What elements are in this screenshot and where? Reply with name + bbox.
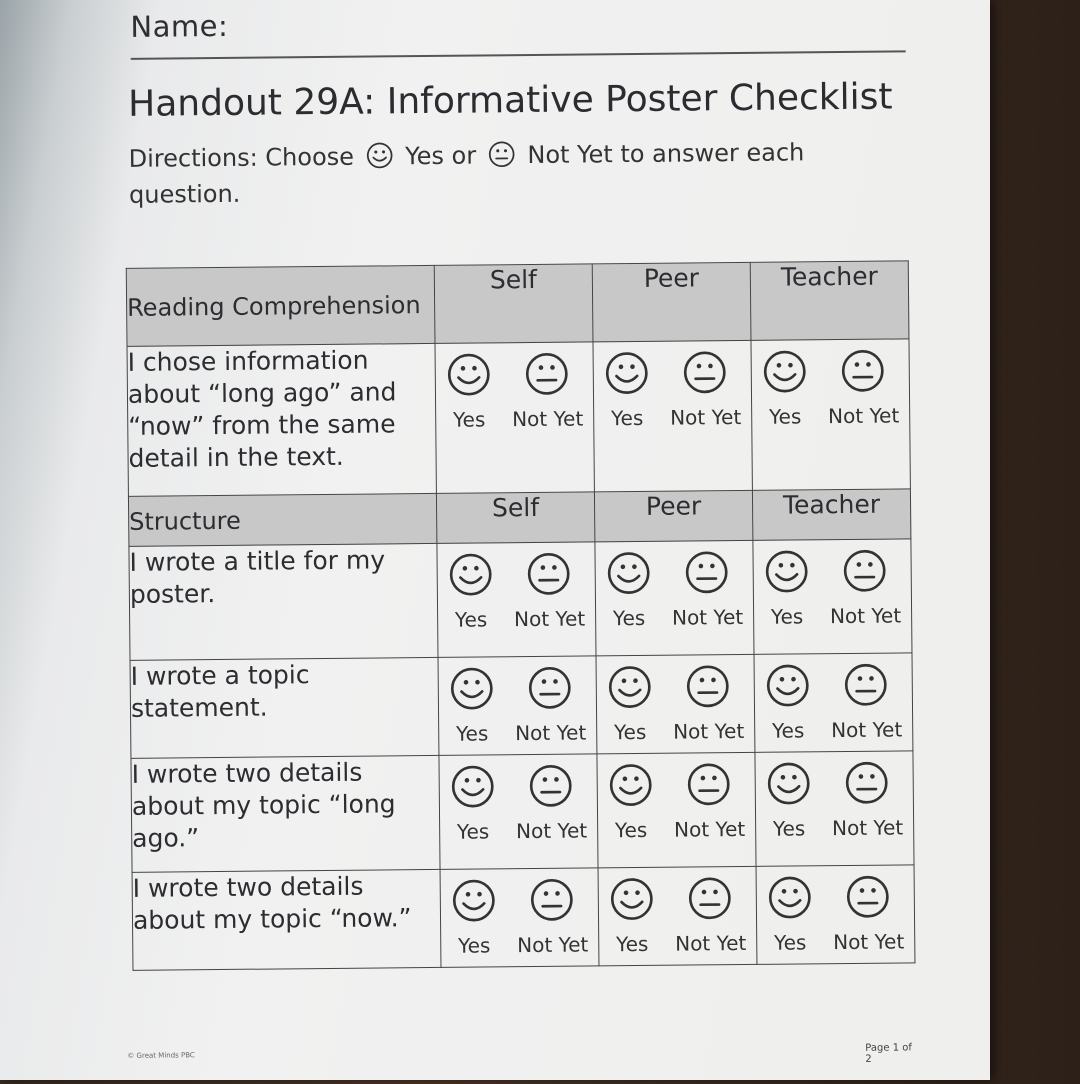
yes-label: Yes: [458, 933, 491, 957]
directions-text-3: Not Yet to answer each question.: [129, 138, 805, 208]
neutral-face-icon: [684, 549, 730, 601]
smiley-face-icon: [762, 348, 808, 400]
not-yet-label: Not Yet: [675, 931, 746, 956]
yes-label: Yes: [774, 930, 807, 954]
yes-option-self[interactable]: [449, 763, 496, 843]
yes-option-teacher[interactable]: [765, 760, 812, 840]
directions-text-2: Yes or: [405, 142, 476, 171]
yes-label: Yes: [771, 604, 804, 628]
checklist-row: [129, 539, 912, 661]
not-yet-option-peer[interactable]: [673, 761, 745, 842]
yes-label: Yes: [455, 607, 488, 631]
yes-label: Yes: [616, 932, 649, 956]
not-yet-option-teacher[interactable]: [827, 347, 899, 428]
checklist-row: [131, 751, 914, 873]
neutral-face-icon: [685, 663, 731, 715]
rating-cell-self: [438, 656, 597, 756]
not-yet-option-teacher[interactable]: [829, 547, 901, 628]
smiley-face-icon: [449, 665, 495, 717]
rating-cell-teacher: [754, 653, 913, 753]
rating-cell-peer: [593, 340, 752, 492]
neutral-face-icon: [528, 763, 574, 815]
not-yet-label: Not Yet: [515, 720, 586, 745]
yes-option-teacher[interactable]: [762, 348, 809, 428]
not-yet-option-self[interactable]: [515, 762, 587, 843]
checklist-question: I wrote two details about my topic “now.”: [132, 869, 441, 970]
not-yet-option-self[interactable]: [514, 664, 586, 745]
rating-cell-teacher: [751, 339, 910, 491]
neutral-face-icon: [844, 760, 890, 812]
smiley-face-icon: [447, 551, 493, 603]
yes-label: Yes: [614, 720, 647, 744]
checklist-question: I wrote two details about my topic “long ago.”: [131, 755, 440, 872]
yes-option-self[interactable]: [449, 665, 496, 745]
copyright-text: © Great Minds PBC: [127, 1051, 195, 1060]
not-yet-option-self[interactable]: [513, 550, 585, 631]
smiley-face-icon: [763, 548, 809, 600]
yes-option-peer[interactable]: [605, 550, 652, 630]
column-header-self: Self: [436, 492, 594, 544]
rating-cell-peer: [597, 752, 756, 868]
rating-cell-self: [440, 868, 599, 968]
not-yet-label: Not Yet: [516, 818, 587, 843]
not-yet-label: Not Yet: [512, 407, 583, 432]
not-yet-option-self[interactable]: [517, 876, 589, 957]
neutral-face-icon: [526, 551, 572, 603]
yes-option-teacher[interactable]: [763, 548, 810, 628]
rating-cell-teacher: [755, 751, 914, 867]
yes-option-teacher[interactable]: [767, 874, 814, 954]
yes-label: Yes: [456, 721, 489, 745]
not-yet-option-self[interactable]: [511, 351, 583, 432]
neutral-face-icon: [488, 140, 516, 176]
name-field[interactable]: [130, 2, 905, 59]
yes-option-self[interactable]: [451, 877, 498, 957]
smiley-face-icon: [609, 876, 655, 928]
smiley-face-icon: [767, 874, 813, 926]
yes-label: Yes: [453, 407, 486, 431]
yes-label: Yes: [773, 816, 806, 840]
neutral-face-icon: [529, 877, 575, 929]
smiley-face-icon: [446, 351, 492, 403]
yes-label: Yes: [457, 819, 490, 843]
rating-cell-peer: [598, 866, 757, 966]
neutral-face-icon: [845, 874, 891, 926]
smiley-face-icon: [449, 763, 495, 815]
yes-option-peer[interactable]: [607, 664, 654, 744]
smiley-face-icon: [451, 877, 497, 929]
yes-option-peer[interactable]: [609, 876, 656, 956]
smiley-face-icon: [607, 762, 653, 814]
yes-label: Yes: [613, 606, 646, 630]
not-yet-label: Not Yet: [674, 817, 745, 842]
checklist-row: [127, 339, 910, 496]
not-yet-label: Not Yet: [831, 717, 902, 742]
checklist-row: [132, 865, 915, 971]
yes-option-teacher[interactable]: [765, 662, 812, 742]
yes-label: Yes: [772, 718, 805, 742]
section-heading: Reading Comprehension: [126, 265, 435, 346]
directions-text-1: Directions: Choose: [129, 143, 355, 173]
yes-label: Yes: [611, 406, 644, 430]
name-label: Name:: [130, 9, 228, 44]
not-yet-label: Not Yet: [672, 605, 743, 630]
yes-option-self[interactable]: [447, 551, 494, 631]
section-heading: Structure: [128, 493, 436, 546]
not-yet-option-peer[interactable]: [675, 875, 747, 956]
checklist-question: I wrote a topic statement.: [130, 657, 439, 758]
rating-cell-teacher: [756, 865, 915, 965]
yes-option-peer[interactable]: [607, 762, 654, 842]
not-yet-label: Not Yet: [514, 606, 585, 631]
column-header-teacher: Teacher: [752, 489, 910, 541]
neutral-face-icon: [527, 665, 573, 717]
smiley-face-icon: [605, 550, 651, 602]
checklist-question: I wrote a title for my poster.: [129, 543, 438, 660]
smiley-face-icon: [765, 662, 811, 714]
smiley-face-icon: [765, 760, 811, 812]
smiley-face-icon: [607, 664, 653, 716]
not-yet-option-teacher[interactable]: [830, 661, 902, 742]
not-yet-option-teacher[interactable]: [833, 873, 905, 954]
not-yet-option-peer[interactable]: [672, 663, 744, 744]
page-number: Page 1 of 2: [865, 1042, 917, 1064]
smiley-face-icon: [604, 350, 650, 402]
column-header-peer: Peer: [594, 490, 752, 542]
neutral-face-icon: [843, 662, 889, 714]
yes-label: Yes: [615, 818, 648, 842]
neutral-face-icon: [682, 349, 728, 401]
neutral-face-icon: [842, 548, 888, 600]
neutral-face-icon: [687, 875, 733, 927]
not-yet-label: Not Yet: [673, 719, 744, 744]
checklist-question: I chose information about “long ago” and “now” from the same detail in the text.: [127, 343, 436, 496]
not-yet-label: Not Yet: [517, 932, 588, 957]
not-yet-label: Not Yet: [828, 403, 899, 428]
yes-option-self[interactable]: [446, 351, 493, 431]
rating-cell-peer: [596, 654, 755, 754]
not-yet-label: Not Yet: [670, 405, 741, 430]
yes-option-peer[interactable]: [604, 350, 651, 430]
not-yet-label: Not Yet: [833, 929, 904, 954]
neutral-face-icon: [524, 351, 570, 403]
not-yet-option-peer[interactable]: [671, 549, 743, 630]
not-yet-label: Not Yet: [832, 815, 903, 840]
checklist-row: [130, 653, 913, 759]
rating-cell-self: [435, 342, 594, 494]
not-yet-label: Not Yet: [830, 603, 901, 628]
directions: [129, 137, 890, 211]
page-title: Handout 29A: Informative Poster Checklist: [128, 77, 893, 125]
rating-cell-peer: [595, 540, 754, 656]
rating-cell-self: [439, 754, 598, 870]
handout-content: [127, 0, 917, 1084]
not-yet-option-teacher[interactable]: [831, 759, 903, 840]
column-header-peer: Peer: [592, 262, 751, 342]
rating-cell-self: [437, 542, 596, 658]
checklist-table: [126, 260, 916, 970]
not-yet-option-peer[interactable]: [669, 349, 741, 430]
neutral-face-icon: [686, 761, 732, 813]
neutral-face-icon: [840, 348, 886, 400]
column-header-self: Self: [434, 264, 593, 344]
rating-cell-teacher: [753, 539, 912, 655]
smiley-face-icon: [365, 141, 393, 177]
column-header-teacher: Teacher: [750, 261, 909, 341]
yes-label: Yes: [769, 404, 802, 428]
